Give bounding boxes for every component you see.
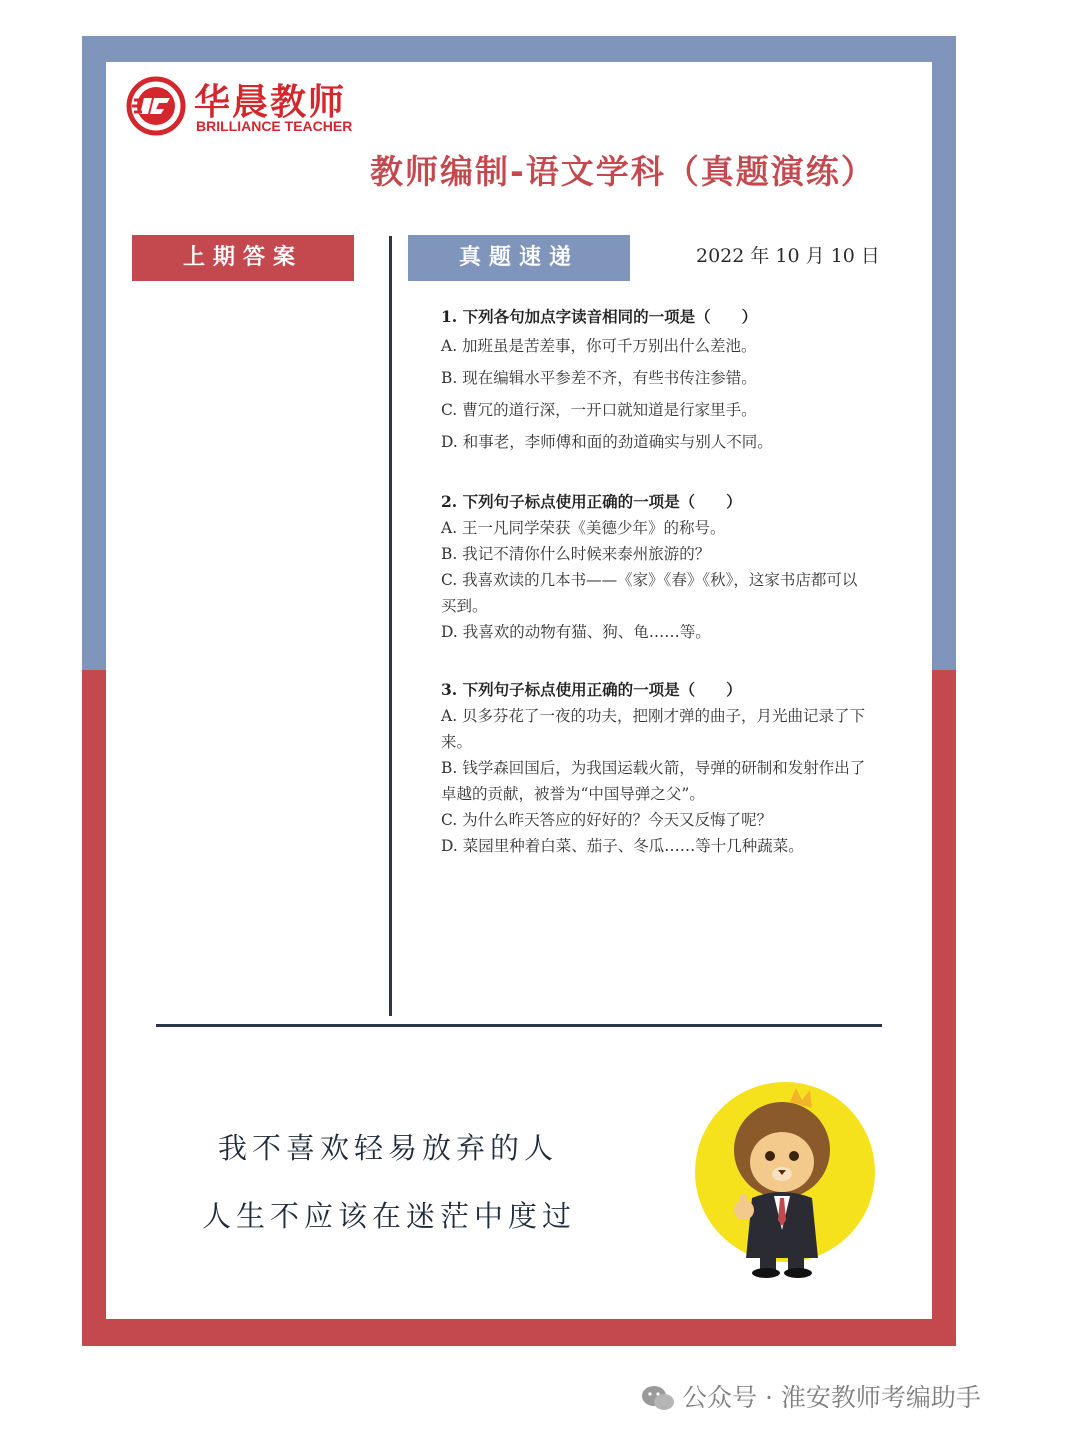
option-b: B. 我记不清你什么时候来泰州旅游的？ [441, 545, 711, 563]
brand-name-cn: 华晨教师 [194, 82, 347, 123]
issue-date: 2022 年 10 月 10 日 [696, 245, 880, 267]
motto-line-2: 人生不应该在迷茫中度过 [202, 1199, 577, 1233]
option-b: B. 钱学森回国后，为我国运载火箭，导弹的研制和发射作出了卓越的贡献，被誉为“中国导弹之父”。 [441, 759, 866, 803]
option-b: B. 现在编辑水平参差不齐，有些书传注参错。 [441, 369, 757, 387]
lion-mascot-icon [690, 1080, 880, 1280]
option-d: D. 我喜欢的动物有猫、狗、龟……等。 [441, 623, 711, 641]
question-3 [441, 677, 871, 859]
option-d: D. 菜园里种着白菜、茄子、冬瓜……等十几种蔬菜。 [441, 837, 804, 855]
brand-name-en: BRILLIANCE TEACHER [196, 118, 353, 134]
option-c: C. 曹冗的道行深，一开口就知道是行家里手。 [441, 401, 757, 419]
question-stem: 3. 下列句子标点使用正确的一项是（ ） [441, 680, 742, 699]
section-divider [156, 1024, 882, 1027]
footer-account [640, 1378, 981, 1414]
option-d: D. 和事老，李师傅和面的劲道确实与别人不同。 [441, 433, 773, 451]
option-a: A. 王一凡同学荣获《美德少年》的称号。 [441, 519, 726, 537]
hc-logo-icon [126, 76, 186, 136]
option-a: A. 加班虽是苦差事，你可千万别出什么差池。 [441, 337, 757, 355]
footer-text: 公众号 · 淮安教师考编助手 [682, 1383, 981, 1412]
tab-questions: 真题速递 [408, 235, 630, 281]
question-1 [441, 304, 871, 458]
option-c: C. 为什么昨天答应的好好的？今天又反悔了呢？ [441, 811, 773, 829]
question-2 [441, 489, 871, 645]
question-stem: 2. 下列句子标点使用正确的一项是（ ） [441, 492, 742, 511]
question-stem: 1. 下列各句加点字读音相同的一项是（ ） [441, 307, 758, 326]
wechat-icon [640, 1384, 676, 1414]
column-divider [389, 236, 392, 1016]
option-c: C. 我喜欢读的几本书——《家》《春》《秋》，这家书店都可以买到。 [441, 571, 858, 615]
option-a: A. 贝多芬花了一夜的功夫，把刚才弹的曲子，月光曲记录了下来。 [441, 707, 866, 751]
motto-line-1: 我不喜欢轻易放弃的人 [218, 1131, 559, 1165]
document-title: 教师编制-语文学科（真题演练） [370, 152, 876, 191]
tab-last-answers: 上期答案 [132, 235, 354, 281]
